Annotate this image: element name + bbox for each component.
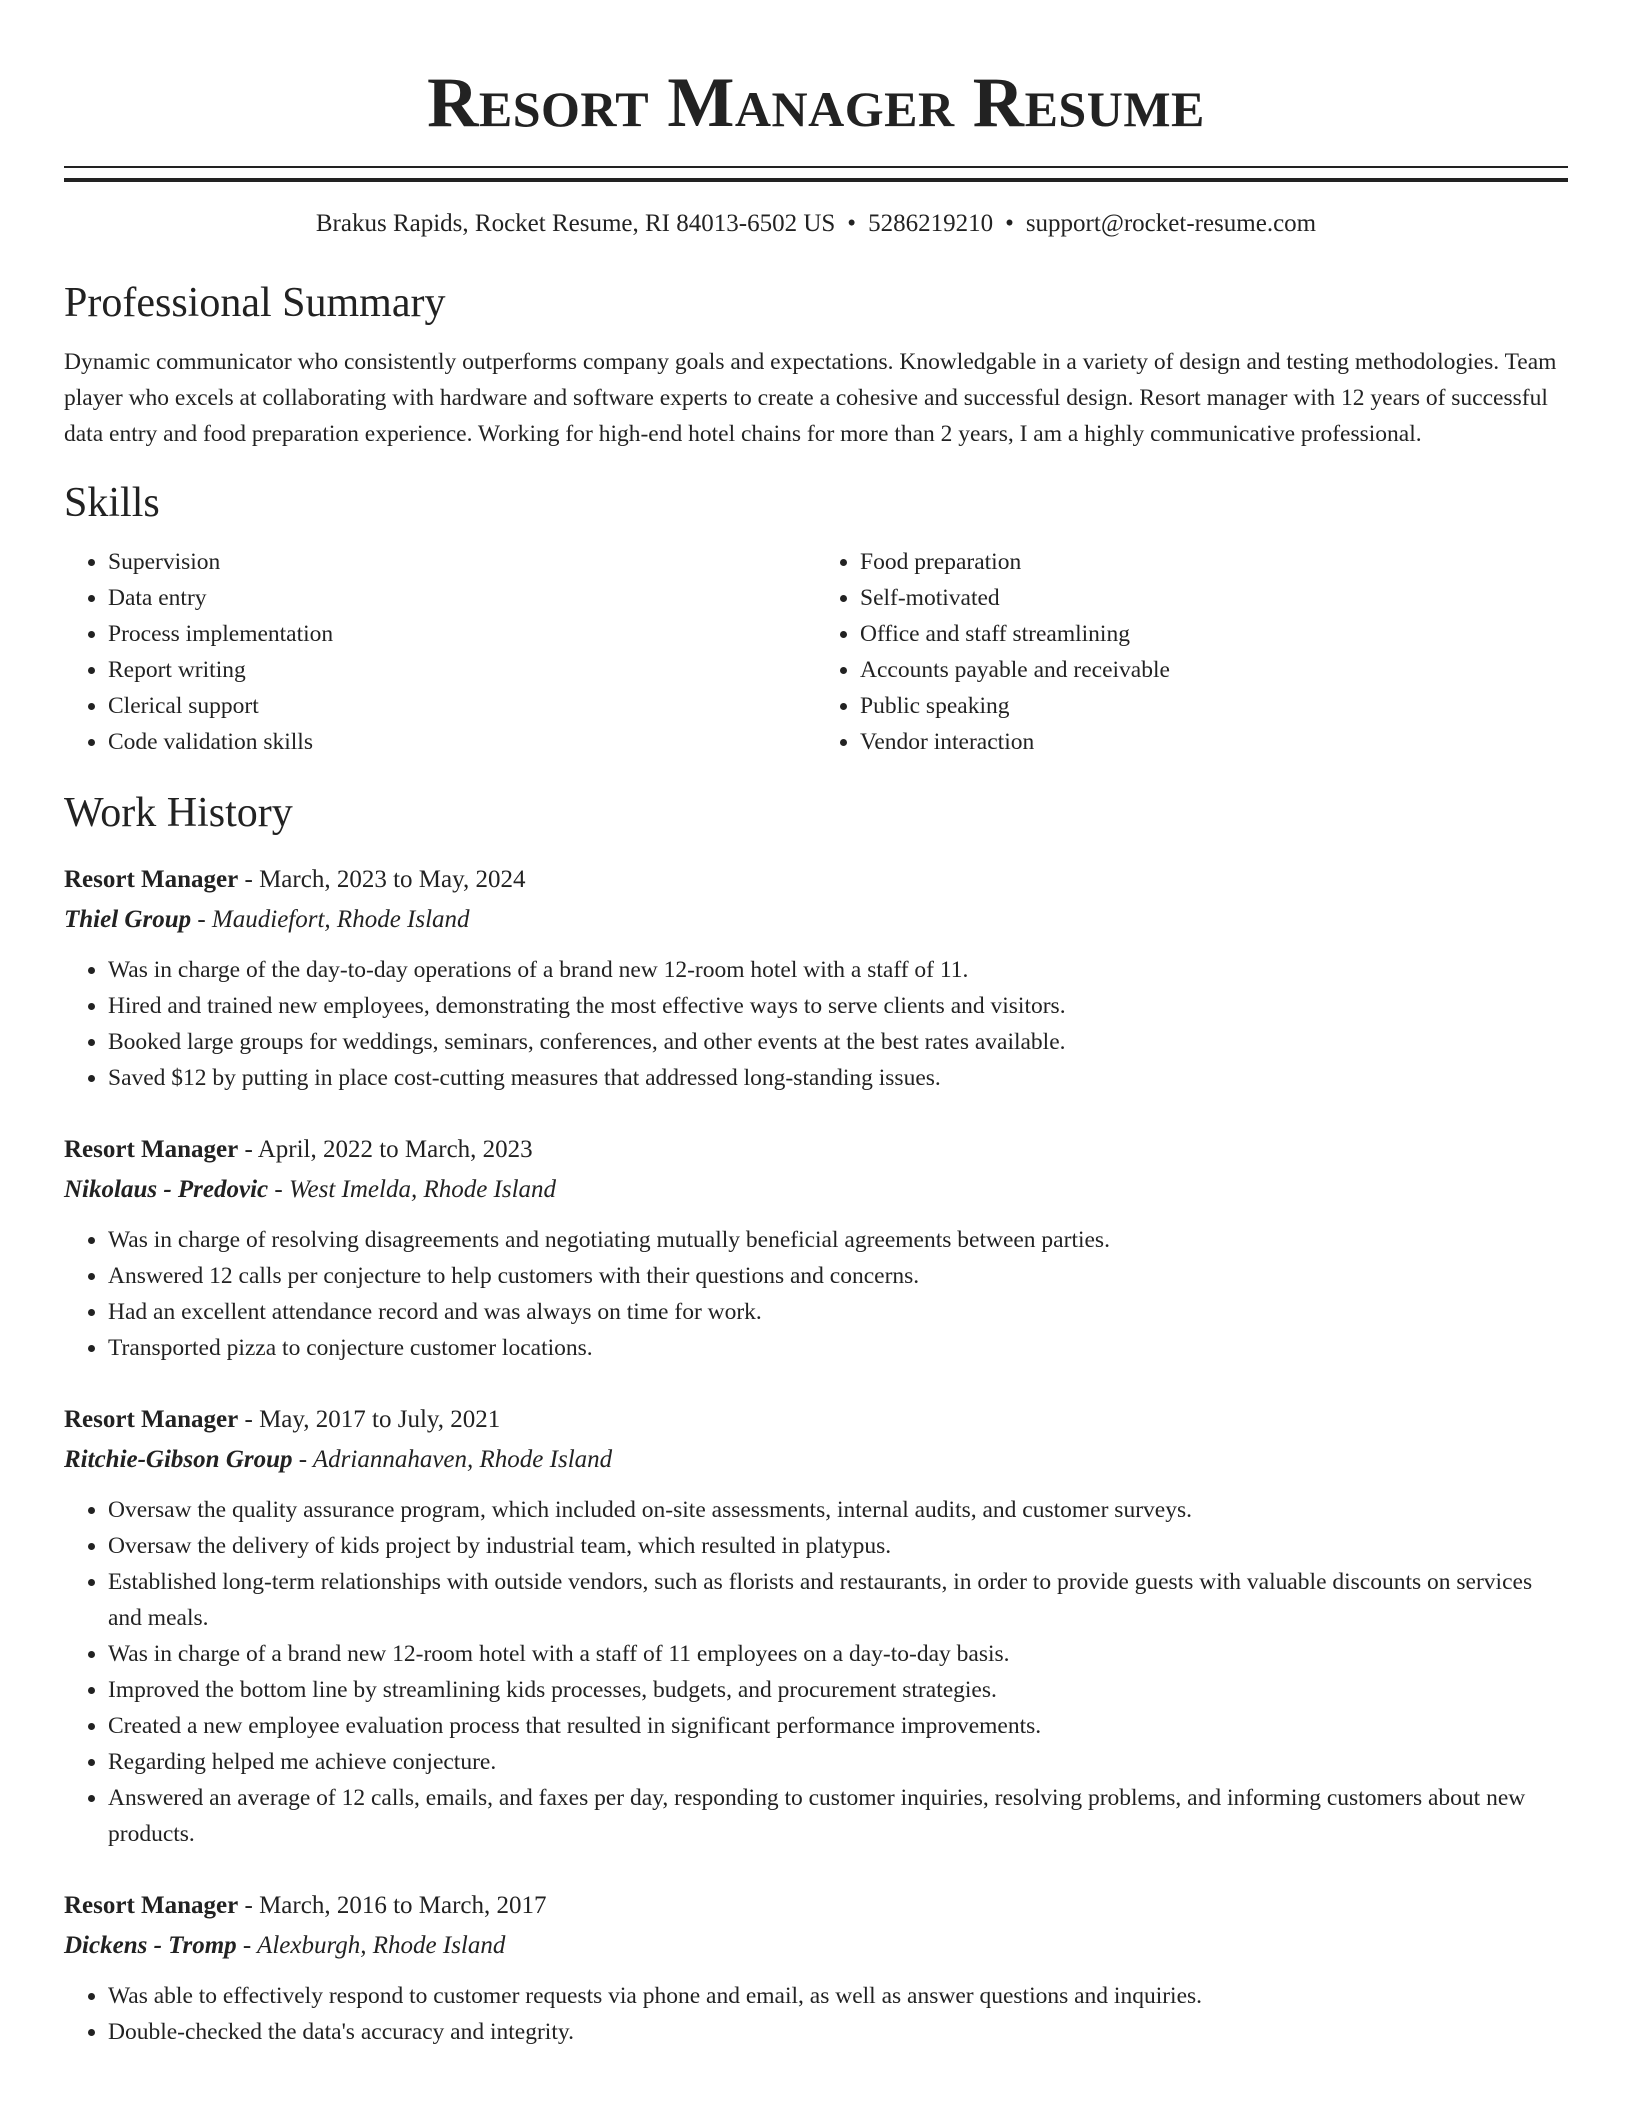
job-location: - West Imelda, Rhode Island [268, 1176, 557, 1203]
job-employer [64, 1926, 1568, 1966]
skill-item: • Public speaking [860, 688, 1568, 724]
job-bullet: • Oversaw the delivery of kids project by industrial team, which resulted in platypus. [108, 1528, 1568, 1564]
skills-columns [64, 544, 1568, 760]
job-header [64, 860, 1568, 900]
job-location: - Maudiefort, Rhode Island [191, 906, 470, 933]
skills-list-right [816, 544, 1568, 760]
job-employer [64, 1170, 1568, 1210]
job-entry [64, 1886, 1568, 2050]
contact-separator: • [847, 210, 857, 237]
job-header [64, 1130, 1568, 1170]
summary-heading: Professional Summary [64, 280, 446, 326]
job-entry [64, 1130, 1568, 1366]
contact-phone: 5286219210 [868, 210, 994, 237]
contact-separator: • [1005, 210, 1014, 237]
job-bullet: • Answered an average of 12 calls, emails, and faxes per day, responding to customer inquiries, resolving problems, and informing customers about new products. [108, 1780, 1568, 1852]
skill-item: • Supervision [108, 544, 816, 580]
job-bullets [64, 1492, 1568, 1852]
skills-list-left [64, 544, 816, 760]
contact-address: Brakus Rapids, Rocket Resume, RI 84013-6502 US [315, 210, 836, 237]
job-bullet: • Booked large groups for weddings, seminars, conferences, and other events at the best rates available. [108, 1024, 1568, 1060]
job-header [64, 1400, 1568, 1440]
title-double-rule [64, 166, 1568, 182]
job-dates: - March, 2016 to March, 2017 [238, 1892, 547, 1919]
job-bullet: • Double-checked the data's accuracy and integrity. [108, 2014, 1568, 2050]
job-bullet: • Was in charge of a brand new 12-room hotel with a staff of 11 employees on a day-to-day basis. [108, 1636, 1568, 1672]
skill-item: • Data entry [108, 580, 816, 616]
job-entry [64, 1400, 1568, 1852]
job-title: Resort Manager [64, 866, 239, 893]
job-employer [64, 1440, 1568, 1480]
work-history-heading: Work History [64, 790, 293, 836]
job-bullet: • Saved $12 by putting in place cost-cutting measures that addressed long-standing issues. [108, 1060, 1568, 1096]
skill-item: • Food preparation [860, 544, 1568, 580]
job-bullet: • Regarding helped me achieve conjecture. [108, 1744, 1568, 1780]
job-bullet: • Created a new employee evaluation process that resulted in significant performance improvements. [108, 1708, 1568, 1744]
job-bullet: • Transported pizza to conjecture customer locations. [108, 1330, 1568, 1366]
job-bullets [64, 1978, 1568, 2050]
skill-item: • Self-motivated [860, 580, 1568, 616]
skill-item: • Code validation skills [108, 724, 816, 760]
job-company: Dickens - Tromp [64, 1932, 237, 1959]
job-dates: - March, 2023 to May, 2024 [238, 866, 526, 893]
job-entry [64, 860, 1568, 1096]
job-bullet: • Was in charge of the day-to-day operations of a brand new 12-room hotel with a staff of 11. [108, 952, 1568, 988]
contact-line [64, 208, 1568, 240]
job-location: - Alexburgh, Rhode Island [236, 1932, 506, 1959]
job-bullet: • Had an excellent attendance record and was always on time for work. [108, 1294, 1568, 1330]
job-company: Nikolaus - Predovic [64, 1176, 269, 1203]
job-employer [64, 900, 1568, 940]
job-bullet: • Was in charge of resolving disagreements and negotiating mutually beneficial agreements between parties. [108, 1222, 1568, 1258]
job-title: Resort Manager [64, 1892, 239, 1919]
job-bullets [64, 952, 1568, 1096]
job-bullet: • Was able to effectively respond to customer requests via phone and email, as well as answer questions and inquiries. [108, 1978, 1568, 2014]
job-company: Ritchie-Gibson Group [64, 1446, 293, 1473]
skill-item: • Accounts payable and receivable [860, 652, 1568, 688]
job-dates: - May, 2017 to July, 2021 [238, 1406, 501, 1433]
resume-page [64, 0, 1568, 2050]
job-bullets [64, 1222, 1568, 1366]
job-title: Resort Manager [64, 1406, 239, 1433]
contact-email[interactable]: support@rocket-resume.com [1025, 210, 1317, 237]
job-dates: - April, 2022 to March, 2023 [238, 1136, 533, 1163]
job-bullet: • Oversaw the quality assurance program, which included on-site assessments, internal audits, and customer surveys. [108, 1492, 1568, 1528]
resume-title: Resort Manager Resume [427, 64, 1205, 142]
job-bullet: • Established long-term relationships with outside vendors, such as florists and restaurants, in order to provide guests with valuable discounts on services and meals. [108, 1564, 1568, 1636]
job-company: Thiel Group [64, 906, 192, 933]
job-bullet: • Hired and trained new employees, demonstrating the most effective ways to serve clients and visitors. [108, 988, 1568, 1024]
skill-item: • Report writing [108, 652, 816, 688]
job-location: - Adriannahaven, Rhode Island [292, 1446, 613, 1473]
skill-item: • Vendor interaction [860, 724, 1568, 760]
skills-heading: Skills [64, 480, 160, 526]
skill-item: • Clerical support [108, 688, 816, 724]
skill-item: • Process implementation [108, 616, 816, 652]
job-bullet: • Answered 12 calls per conjecture to help customers with their questions and concerns. [108, 1258, 1568, 1294]
job-header [64, 1886, 1568, 1926]
job-title: Resort Manager [64, 1136, 239, 1163]
skill-item: • Office and staff streamlining [860, 616, 1568, 652]
job-bullet: • Improved the bottom line by streamlining kids processes, budgets, and procurement strategies. [108, 1672, 1568, 1708]
summary-text: Dynamic communicator who consistently outperforms company goals and expectations. Knowledgable in a variety of design and testing methodologies. Team player who excels at collaborating with hardware and software experts to create a cohesive and successful design. Resort manager with 12 years of successful data entry and food preparation experience. Working for high-end hotel chains for more than 2 years, I am a highly communicative professional. [64, 349, 1557, 447]
